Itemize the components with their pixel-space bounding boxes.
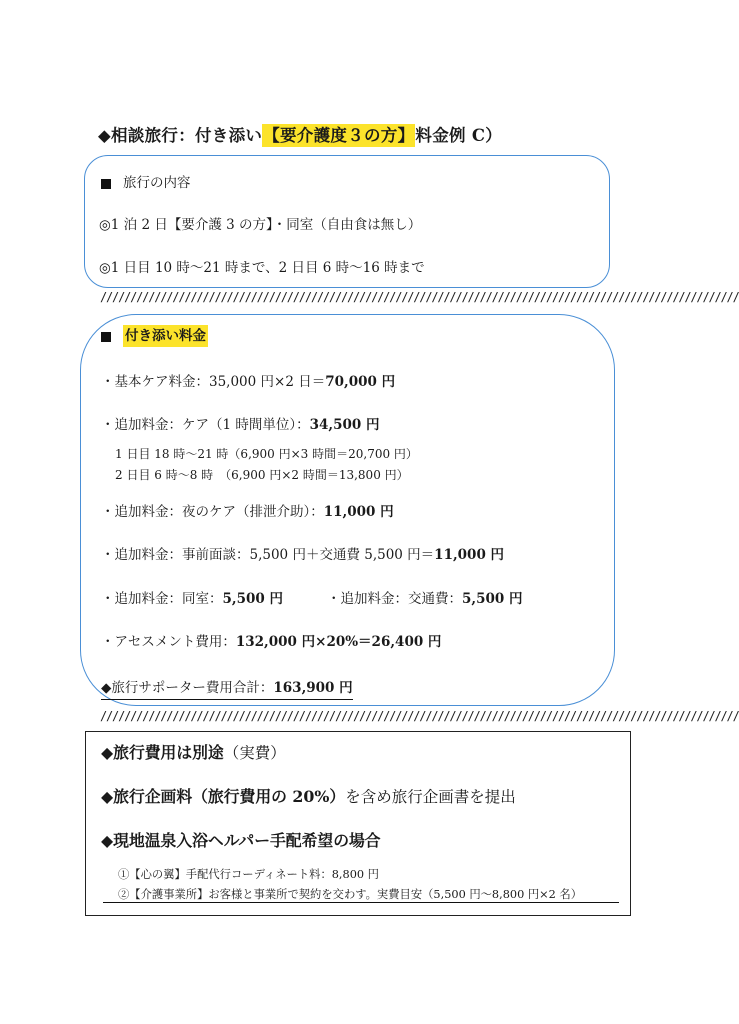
fee-heading bbox=[101, 324, 208, 344]
basic-care-label: ・基本ケア料金：35,000 円×2 日＝ bbox=[101, 374, 326, 390]
basic-care-fee bbox=[101, 370, 395, 390]
trip-content-heading-text: 旅行の内容 bbox=[123, 175, 191, 191]
travel-cost-bold: ◆旅行費用は別途 bbox=[101, 743, 224, 762]
transport-fee bbox=[327, 587, 522, 607]
room-fee bbox=[101, 587, 283, 607]
planning-fee-bold: ◆旅行企画料（旅行費用の 20%） bbox=[101, 787, 346, 806]
page-title bbox=[98, 122, 502, 146]
fee-heading-text: 付き添い料金 bbox=[123, 325, 208, 347]
care-detail-day2: 2 日目 6 時〜8 時 （6,900 円×2 時間＝13,800 円） bbox=[115, 468, 409, 482]
assessment-label: ・アセスメント費用： bbox=[101, 634, 236, 650]
supporter-total-label: ◆旅行サポーター費用合計： bbox=[101, 680, 274, 696]
basic-care-amount: 70,000 円 bbox=[325, 374, 396, 390]
planning-fee-rest: を含め旅行企画書を提出 bbox=[345, 788, 516, 806]
pre-meeting-label: ・追加料金：事前面談：5,500 円＋交通費 5,500 円＝ bbox=[101, 547, 435, 563]
night-care-fee bbox=[101, 500, 394, 520]
travel-cost-line bbox=[101, 740, 286, 763]
slash-divider-top: ////////////////////////////////////////////////////////////////////////////////////////////////////////// bbox=[100, 290, 739, 304]
square-bullet-icon bbox=[101, 179, 111, 189]
assessment-value: 132,000 円×20%＝26,400 円 bbox=[235, 634, 442, 650]
pre-meeting-fee bbox=[101, 543, 504, 563]
care-fee-amount: 34,500 円 bbox=[309, 417, 380, 433]
care-fee-label: ・追加料金：ケア（1 時間単位）： bbox=[101, 417, 310, 433]
square-bullet-icon bbox=[101, 332, 111, 342]
care-fee bbox=[101, 413, 380, 433]
travel-cost-rest: （実費） bbox=[223, 744, 286, 762]
care-detail-day1: 1 日目 18 時〜21 時（6,900 円×3 時間＝20,700 円） bbox=[115, 447, 418, 461]
helper-heading: ◆現地温泉入浴ヘルパー手配希望の場合 bbox=[101, 831, 381, 850]
title-prefix: ◆相談旅行：付き添い bbox=[98, 126, 263, 145]
helper-underline bbox=[103, 902, 619, 903]
night-care-amount: 11,000 円 bbox=[323, 504, 394, 520]
trip-content-heading bbox=[101, 171, 191, 191]
trip-content-line2: ◎1 日目 10 時〜21 時まで、2 日目 6 時〜16 時まで bbox=[99, 260, 425, 276]
pre-meeting-amount: 11,000 円 bbox=[434, 547, 505, 563]
supporter-total-underlined bbox=[101, 680, 353, 700]
transport-fee-label: ・追加料金：交通費： bbox=[327, 591, 462, 607]
planning-fee-line bbox=[101, 784, 516, 807]
title-suffix: 料金例 C） bbox=[415, 126, 503, 145]
slash-divider-bottom: ////////////////////////////////////////////////////////////////////////////////////////////////////////// bbox=[100, 709, 739, 723]
transport-fee-amount: 5,500 円 bbox=[462, 591, 523, 607]
helper-item-2: ②【介護事業所】お客様と事業所で契約を交わす。実費目安（5,500 円〜8,800 円×2 名） bbox=[118, 888, 583, 901]
night-care-label: ・追加料金：夜のケア（排泄介助）： bbox=[101, 504, 324, 520]
trip-content-line1: ◎1 泊 2 日【要介護 3 の方】・同室（自由食は無し） bbox=[99, 217, 422, 233]
supporter-total-amount: 163,900 円 bbox=[273, 680, 353, 696]
supporter-total bbox=[101, 676, 353, 696]
assessment-fee bbox=[101, 630, 441, 650]
room-fee-label: ・追加料金：同室： bbox=[101, 591, 223, 607]
helper-item-1: ①【心の翼】手配代行コーディネート料：8,800 円 bbox=[118, 868, 379, 881]
room-fee-amount: 5,500 円 bbox=[222, 591, 283, 607]
title-highlight: 【要介護度３の方】 bbox=[263, 126, 415, 145]
